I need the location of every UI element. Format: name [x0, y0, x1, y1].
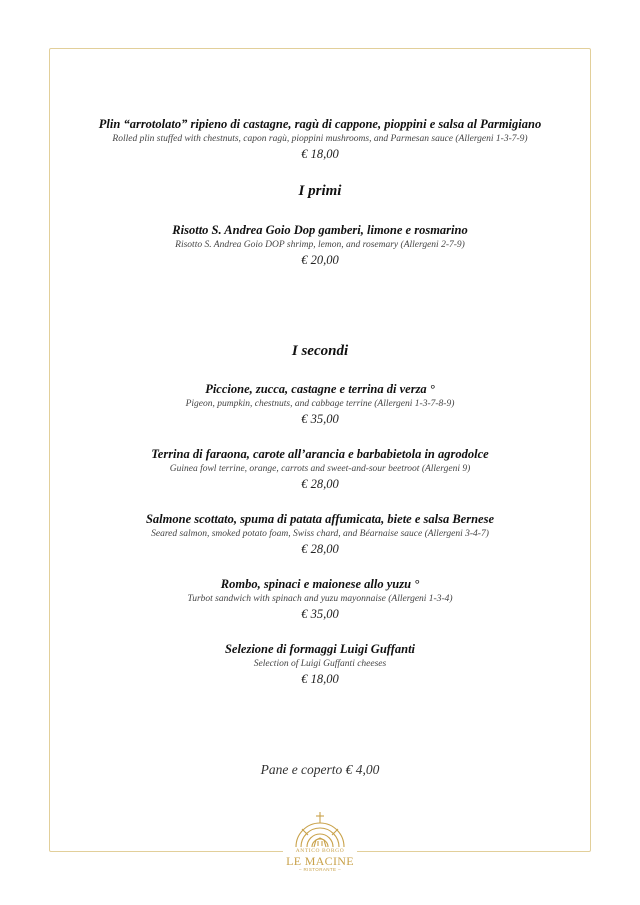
- dish-price: € 28,00: [301, 542, 339, 556]
- dish-description: Rolled plin stuffed with chestnuts, capon ragù, pioppini mushrooms, and Parmesan sauce (Allergeni 1-3-7-9): [112, 134, 528, 144]
- menu-item: [49, 116, 591, 162]
- dish-description: Turbot sandwich with spinach and yuzu mayonnaise (Allergeni 1-3-4): [187, 594, 453, 604]
- logo-subtitle: ANTICO BORGO: [295, 848, 345, 854]
- menu-item: [49, 222, 591, 268]
- restaurant-logo: [283, 812, 357, 876]
- menu-item: [49, 641, 591, 687]
- dish-description: Guinea fowl terrine, orange, carrots and sweet-and-sour beetroot (Allergeni 9): [169, 464, 471, 474]
- dish-price: € 18,00: [301, 147, 339, 161]
- dish-description: Risotto S. Andrea Goio DOP shrimp, lemon, and rosemary (Allergeni 2-7-9): [175, 240, 465, 250]
- menu-item: [49, 576, 591, 622]
- section-title-primi: I primi: [298, 183, 342, 199]
- dish-name: Piccione, zucca, castagne e terrina di verza °: [205, 382, 435, 396]
- dish-description: Pigeon, pumpkin, chestnuts, and cabbage terrine (Allergeni 1-3-7-8-9): [185, 399, 455, 409]
- dish-price: € 18,00: [301, 672, 339, 686]
- mill-wheel-icon: [292, 812, 348, 848]
- dish-name: Selezione di formaggi Luigi Guffanti: [224, 642, 416, 656]
- menu-item: [49, 381, 591, 427]
- dish-price: € 20,00: [301, 253, 339, 267]
- dish-name: Risotto S. Andrea Goio Dop gamberi, limone e rosmarino: [172, 223, 468, 237]
- section-title-secondi: I secondi: [291, 343, 349, 359]
- dish-name: Rombo, spinaci e maionese allo yuzu °: [220, 577, 420, 591]
- dish-price: € 35,00: [301, 412, 339, 426]
- dish-name: Terrina di faraona, carote all’arancia e barbabietola in agrodolce: [151, 447, 489, 461]
- menu-item: [49, 511, 591, 557]
- dish-description: Selection of Luigi Guffanti cheeses: [253, 659, 387, 669]
- logo-tagline: – RISTORANTE –: [298, 867, 342, 872]
- menu-item: [49, 446, 591, 492]
- cover-charge: Pane e coperto € 4,00: [260, 762, 380, 777]
- dish-name: Salmone scottato, spuma di patata affumicata, biete e salsa Bernese: [145, 512, 495, 526]
- dish-price: € 28,00: [301, 477, 339, 491]
- dish-description: Seared salmon, smoked potato foam, Swiss chard, and Béarnaise sauce (Allergeni 3-4-7): [151, 529, 489, 539]
- dish-name: Plin “arrotolato” ripieno di castagne, ragù di cappone, pioppini e salsa al Parmigiano: [98, 117, 542, 131]
- dish-price: € 35,00: [301, 607, 339, 621]
- logo-name: LE MACINE: [286, 854, 354, 868]
